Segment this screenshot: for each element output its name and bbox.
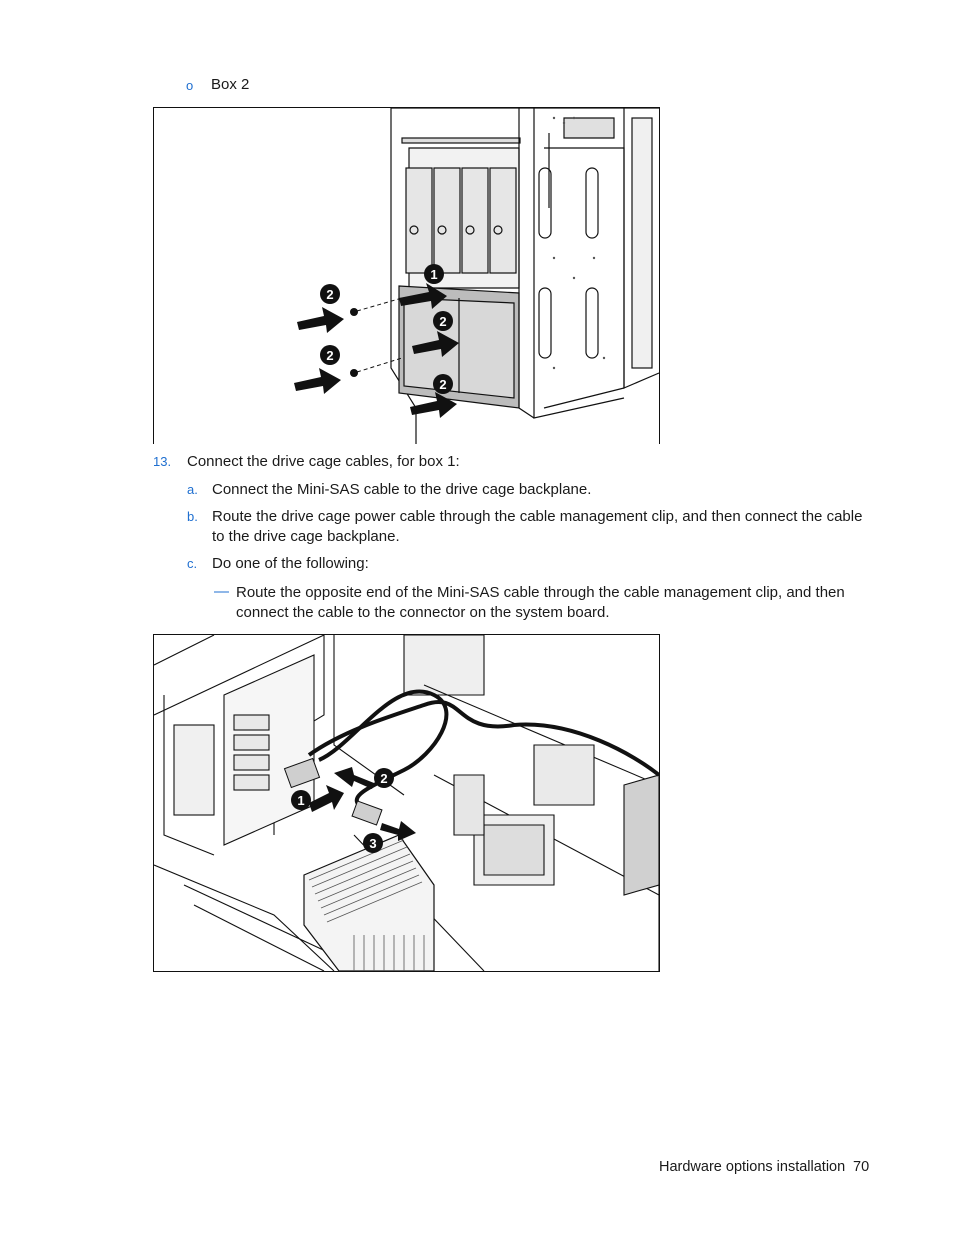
callout-2c bbox=[433, 311, 453, 331]
substep-b-text: Route the drive cage power cable through the cable management clip, and then connect the cable to the drive cage backplane. bbox=[212, 508, 863, 545]
step-text: Connect the drive cage cables, for box 1: bbox=[187, 453, 460, 470]
svg-text:2: 2 bbox=[326, 287, 334, 302]
callout-3 bbox=[363, 833, 383, 853]
callout-2 bbox=[374, 768, 394, 788]
dash-marker: — bbox=[214, 583, 229, 600]
step-number: 13. bbox=[153, 454, 172, 469]
figure-cable-routing bbox=[153, 634, 660, 972]
arrow-2b bbox=[294, 368, 341, 394]
dash-item-text: Route the opposite end of the Mini-SAS cable through the cable management clip, and then connect the cable to the connector on the system board. bbox=[236, 584, 845, 621]
connector-3 bbox=[352, 801, 382, 825]
svg-text:3: 3 bbox=[369, 836, 377, 851]
heatsink bbox=[304, 835, 434, 971]
arrow-3 bbox=[380, 821, 416, 841]
callout-2a bbox=[320, 284, 340, 304]
list-bullet: o bbox=[186, 78, 194, 93]
svg-text:2: 2 bbox=[439, 377, 447, 392]
figure-drive-cage-box2 bbox=[153, 107, 660, 444]
footer-page-number: 70 bbox=[853, 1159, 870, 1175]
arrow-2a bbox=[297, 307, 344, 333]
substep-c-text: Do one of the following: bbox=[212, 555, 369, 572]
substep-a-text: Connect the Mini-SAS cable to the drive cage backplane. bbox=[212, 481, 592, 498]
substep-c-letter: c. bbox=[187, 556, 198, 571]
svg-text:2: 2 bbox=[326, 348, 334, 363]
power-cable bbox=[319, 691, 446, 805]
svg-text:1: 1 bbox=[297, 793, 305, 808]
box-2-label: Box 2 bbox=[211, 76, 250, 93]
svg-text:2: 2 bbox=[439, 314, 447, 329]
callout-1 bbox=[424, 264, 444, 284]
svg-text:1: 1 bbox=[430, 267, 438, 282]
footer-section-title: Hardware options installation bbox=[659, 1159, 846, 1175]
callout-2b bbox=[320, 345, 340, 365]
callout-1 bbox=[291, 790, 311, 810]
substep-a-letter: a. bbox=[187, 482, 198, 497]
drive-cage-illustration bbox=[154, 108, 659, 444]
arrow-2 bbox=[334, 767, 374, 789]
callout-2d bbox=[433, 374, 453, 394]
svg-text:2: 2 bbox=[380, 771, 388, 786]
cable-routing-illustration bbox=[154, 635, 659, 971]
substep-b-letter: b. bbox=[187, 509, 198, 524]
